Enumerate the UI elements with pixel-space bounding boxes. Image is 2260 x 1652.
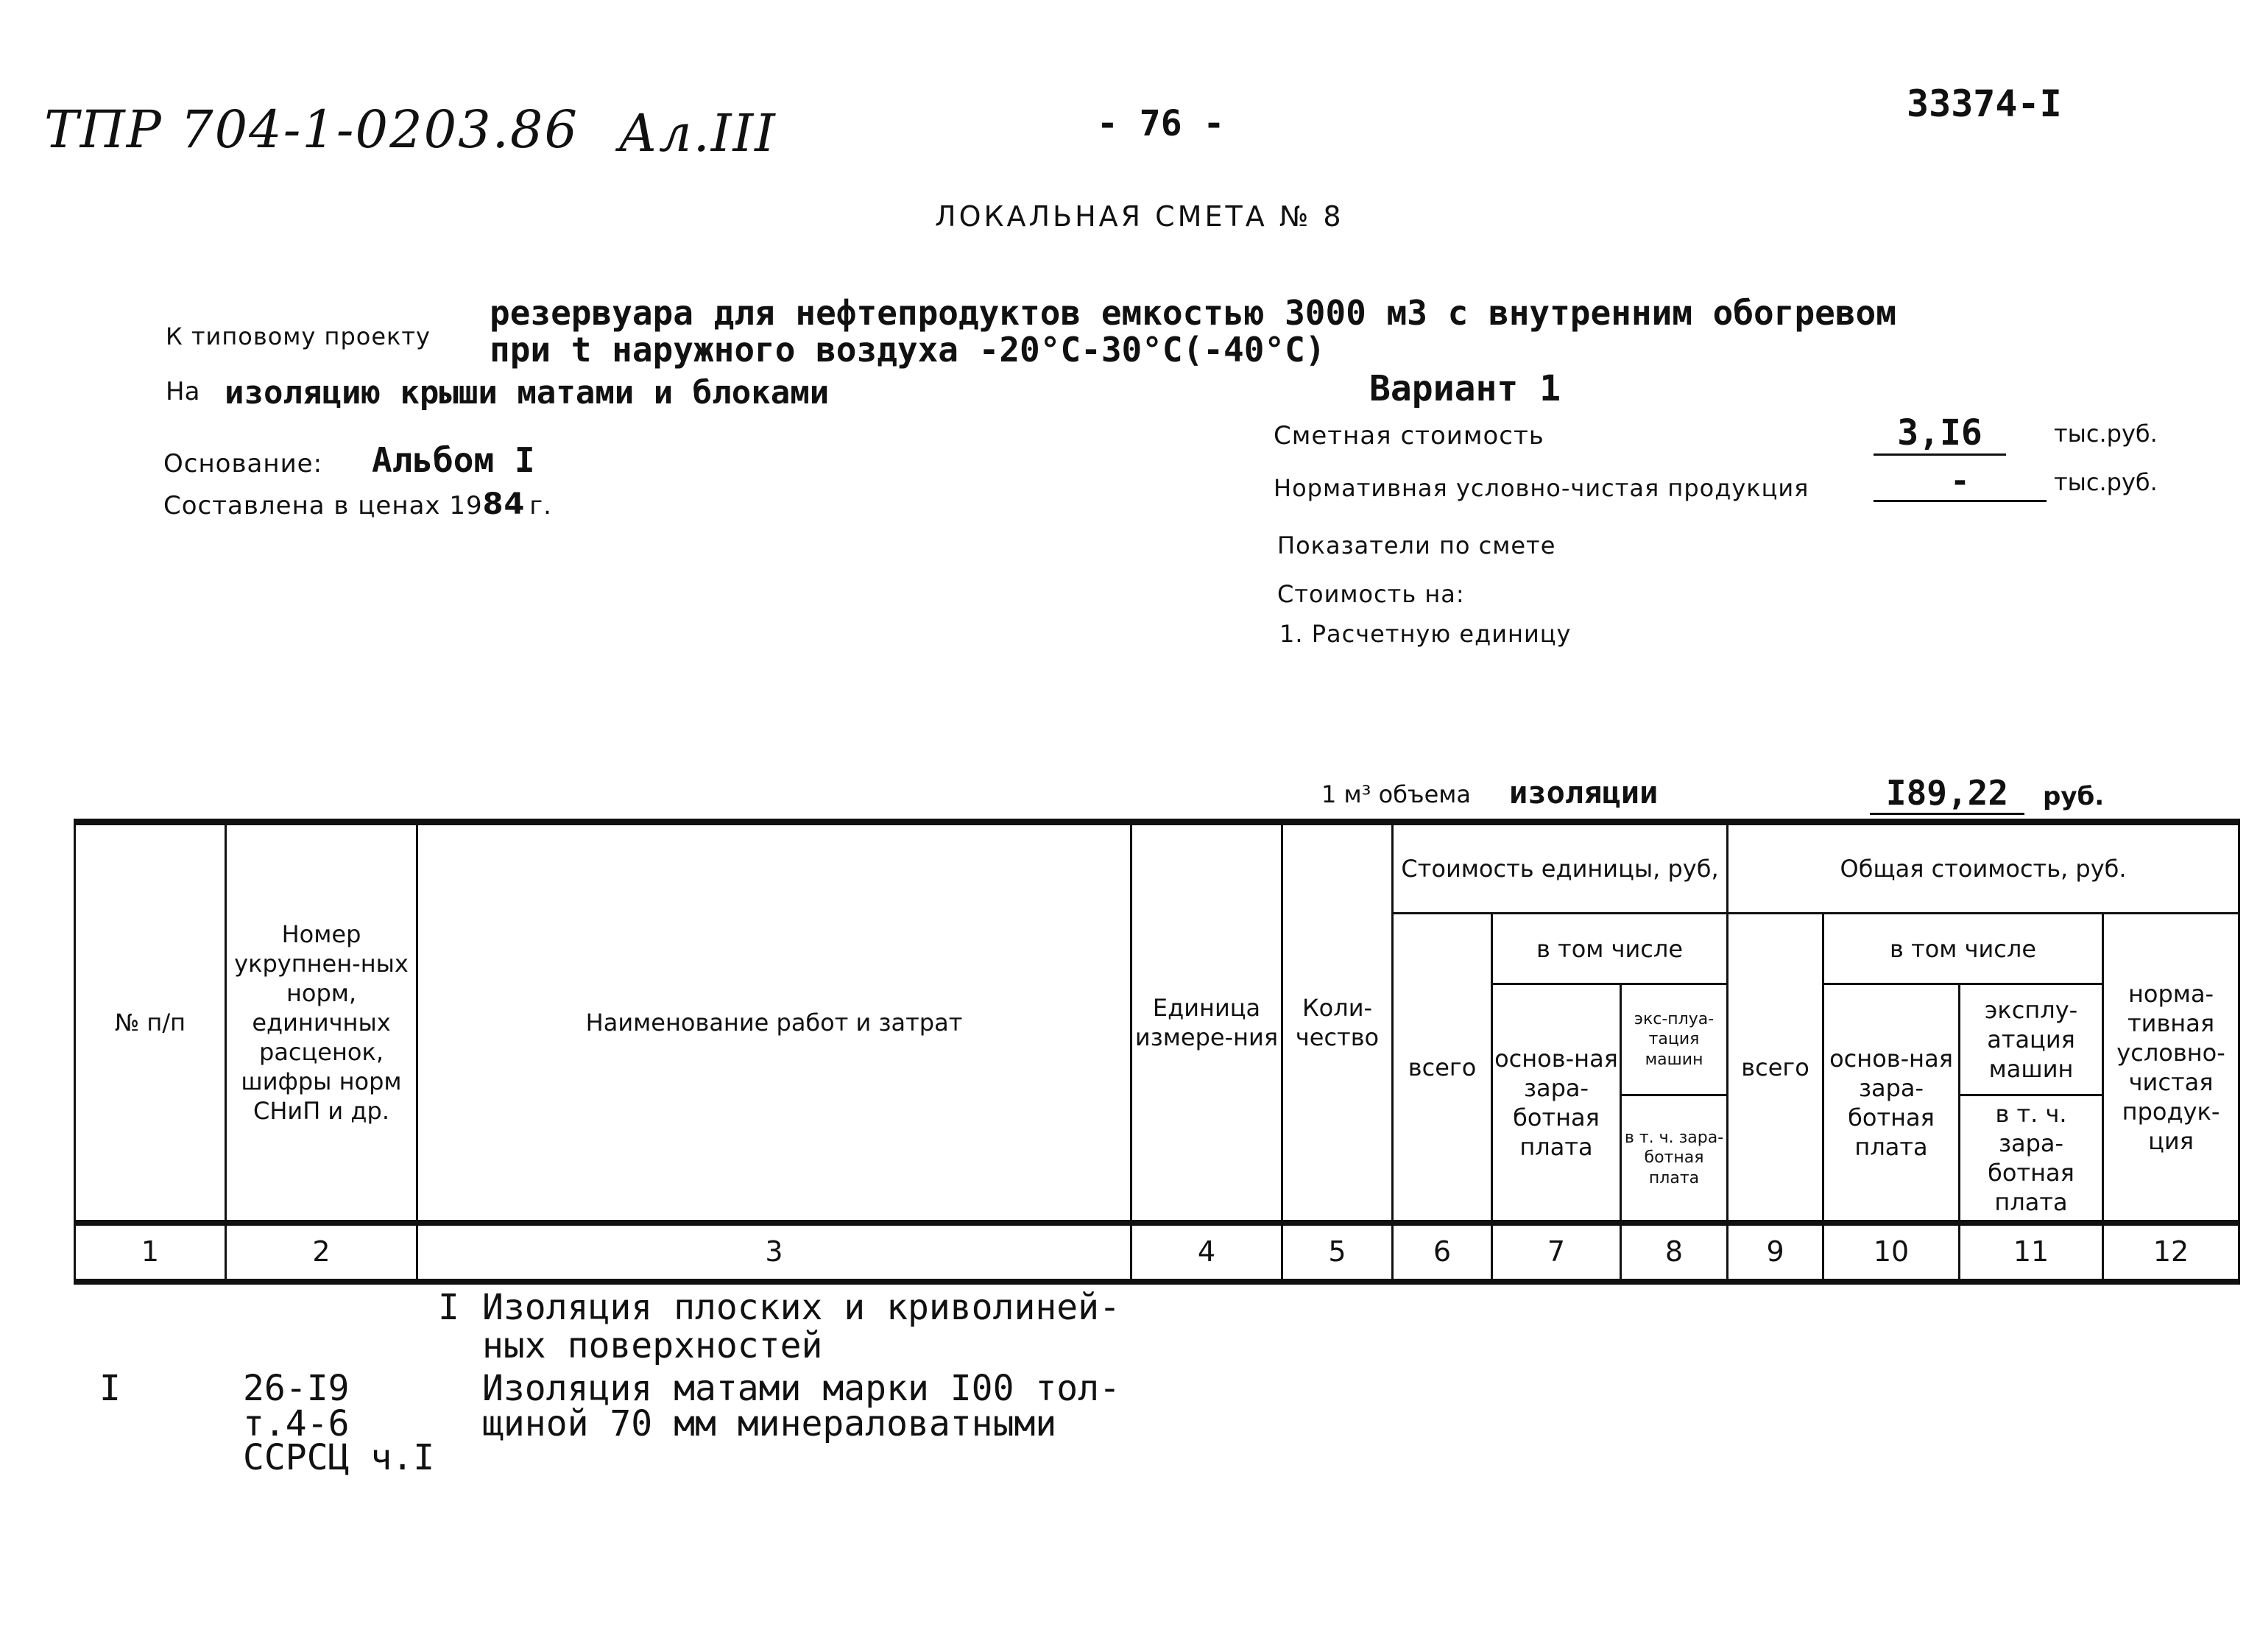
prices-suffix: г. <box>529 491 552 520</box>
col-num-10: 10 <box>1823 1223 1960 1282</box>
col-num-8: 8 <box>1621 1223 1728 1282</box>
header-unit-all: всего <box>1393 914 1492 1224</box>
page-number: - 76 - <box>1097 103 1225 144</box>
norm-label: Нормативная условно-чистая продукция <box>1274 474 1809 502</box>
column-number-row <box>75 1223 2239 1282</box>
header-norms: Номер укрупнен-ных норм, единичных расценок, шифры норм СНиП и др. <box>226 822 417 1224</box>
prices-year: 84 <box>482 487 526 521</box>
prices-label <box>163 487 552 521</box>
item-code-2: т.4-6 <box>243 1403 350 1444</box>
col-num-12: 12 <box>2103 1223 2239 1282</box>
header-total-cost: Общая стоимость, руб. <box>1728 822 2239 914</box>
unit-line-word: изоляции <box>1509 774 1659 811</box>
item-number: I <box>99 1368 121 1409</box>
na-value: изоляцию крыши матами и блоками <box>225 374 830 412</box>
prices-label-text: Составлена в ценах 19 <box>163 491 483 520</box>
unit-line-prefix: 1 м³ объема <box>1321 780 1472 808</box>
header-name: Наименование работ и затрат <box>417 822 1131 1224</box>
header-unit-machine-wage: в т. ч. зара-ботная плата <box>1621 1095 1728 1224</box>
item-name-2: щиной 70 мм минераловатными <box>482 1403 1057 1444</box>
section-number: I <box>438 1287 459 1328</box>
cost-value: 3,I6 <box>1874 412 2006 456</box>
header-total-wage: основ-ная зара-ботная плата <box>1823 984 1960 1224</box>
unit-line-value: I89,22 <box>1870 773 2024 815</box>
header-total-machine-wage: в т. ч. зара-ботная плата <box>1960 1095 2103 1224</box>
item-code-1: 26-I9 <box>243 1368 350 1409</box>
norm-value: - <box>1874 462 2047 502</box>
col-num-6: 6 <box>1393 1223 1492 1282</box>
header-unit-cost: Стоимость единицы, руб, <box>1393 822 1728 914</box>
header-unit-wage: основ-ная зара-ботная плата <box>1492 984 1621 1224</box>
header-num: № п/п <box>75 822 226 1224</box>
header-unit-machine: экс-плуа-тация машин <box>1621 984 1728 1095</box>
estimate-table <box>74 819 2240 1285</box>
cost-unit: тыс.руб. <box>2054 420 2158 448</box>
norm-unit: тыс.руб. <box>2054 468 2158 496</box>
header-unit: Единица измере-ния <box>1131 822 1282 1224</box>
cost-value-wrap <box>1874 412 2006 456</box>
header-total-including: в том числе <box>1823 914 2103 984</box>
col-num-5: 5 <box>1282 1223 1393 1282</box>
item-name-1: Изоляция матами марки I00 тол- <box>482 1368 1120 1409</box>
section-title-1: Изоляция плоских и криволиней- <box>482 1287 1120 1328</box>
cost-label: Сметная стоимость <box>1274 421 1544 451</box>
header-total-machine: эксплу-атация машин <box>1960 984 2103 1095</box>
col-num-2: 2 <box>226 1223 417 1282</box>
document-number: 33374-I <box>1907 82 2062 125</box>
na-label: На <box>166 377 200 406</box>
col-num-1: 1 <box>75 1223 226 1282</box>
indicators-label: Показатели по смете <box>1277 532 1556 560</box>
unit-item: 1. Расчетную единицу <box>1279 620 1572 648</box>
project-line-2: при t наружного воздуха -20°С-30°С(-40°С) <box>490 330 1326 370</box>
project-line-1: резервуара для нефтепродуктов емкостью 3000 м3 с внутренним обогревом <box>490 293 1896 333</box>
section-title-2: ных поверхностей <box>482 1325 823 1366</box>
header-normative: норма-тивная условно-чистая продук-ция <box>2103 914 2239 1224</box>
header-unit-including: в том числе <box>1492 914 1728 984</box>
handwritten-project-code: ТПР 704-1-0203.86 <box>44 99 579 160</box>
col-num-9: 9 <box>1728 1223 1823 1282</box>
cost-on-label: Стоимость на: <box>1277 580 1465 608</box>
header-total-all: всего <box>1728 914 1823 1224</box>
osnovanie-value: Альбом I <box>372 440 535 480</box>
unit-line-currency: руб. <box>2043 782 2105 811</box>
project-label: К типовому проекту <box>166 322 431 350</box>
variant: Вариант 1 <box>1369 368 1561 409</box>
col-num-11: 11 <box>1960 1223 2103 1282</box>
norm-value-wrap <box>1874 462 2047 502</box>
osnovanie-label: Основание: <box>163 449 323 479</box>
header-qty: Коли-чество <box>1282 822 1393 1224</box>
col-num-7: 7 <box>1492 1223 1621 1282</box>
item-code-3: ССРСЦ ч.I <box>243 1437 435 1478</box>
col-num-4: 4 <box>1131 1223 1282 1282</box>
col-num-3: 3 <box>417 1223 1131 1282</box>
document-title: ЛОКАЛЬНАЯ СМЕТА № 8 <box>935 200 1344 233</box>
handwritten-album: Ал.III <box>618 103 777 163</box>
